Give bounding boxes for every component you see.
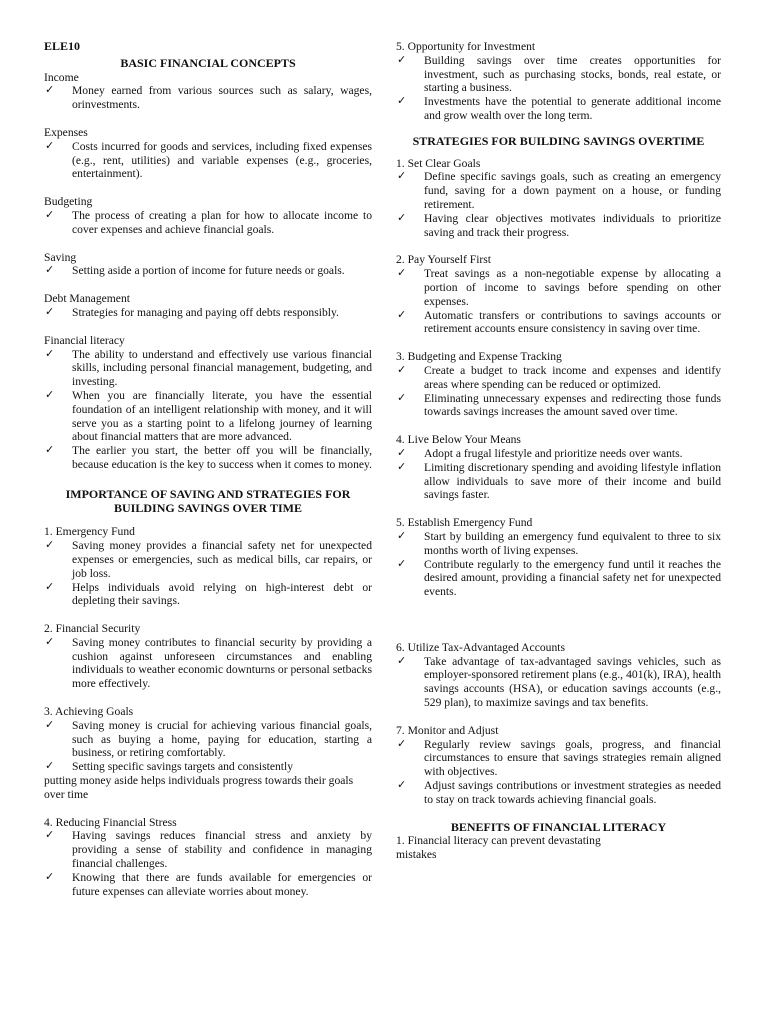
checkmark-icon: ✓: [397, 267, 407, 280]
bullet-item: [396, 95, 721, 123]
concept-term: Expenses: [44, 125, 88, 139]
bullet-text: Having clear objectives motivates individuals to prioritize saving and track their progress.: [424, 211, 721, 239]
checkmark-icon: ✓: [45, 580, 55, 593]
spacer: [396, 419, 721, 433]
bullet-text: When you are financially literate, you have the essential foundation of an intelligent relationship with money, and it will serve you as a starting point to a lifelong journey of learning about financial matters that are more advanced.: [72, 388, 372, 444]
bullet-text: Money earned from various sources such as salary, wages, orinvestments.: [72, 84, 372, 112]
strategies-list: [396, 157, 721, 821]
bullet-list: [44, 140, 372, 181]
bullet-list: [396, 54, 721, 123]
spacer: [44, 472, 372, 488]
bullet-item: [44, 829, 372, 870]
checkmark-icon: ✓: [45, 444, 55, 457]
checkmark-icon: ✓: [397, 95, 407, 108]
bullet-text: Treat savings as a non-negotiable expense by allocating a portion of income to savings before spending on other expenses.: [424, 267, 721, 308]
checkmark-icon: ✓: [397, 779, 407, 792]
spacer: [44, 802, 372, 816]
bullet-text: Setting specific savings targets and consistently: [72, 760, 293, 774]
concept-term: Saving: [44, 250, 77, 264]
checkmark-icon: ✓: [397, 53, 407, 66]
bullet-text: Regularly review savings goals, progress, and financial circumstances to ensure that savings strategies remain aligned with objectives.: [424, 737, 721, 779]
checkmark-icon: ✓: [45, 208, 55, 221]
bullet-list: [396, 530, 721, 599]
right-column: [396, 40, 721, 862]
bullet-item: [44, 760, 372, 774]
checkmark-icon: ✓: [45, 718, 55, 731]
bullet-item: [44, 444, 372, 472]
bullet-item: [396, 267, 721, 308]
importance-heading: IMPORTANCE OF SAVING AND STRATEGIES FOR BUILDING SAVINGS OVER TIME: [65, 486, 351, 515]
bullet-text: Knowing that there are funds available for emergencies or future expenses can alleviate worries about money.: [72, 870, 372, 898]
spacer: [44, 320, 372, 334]
bullet-item: [396, 461, 721, 502]
section-title: 5. Establish Emergency Fund: [396, 516, 533, 530]
bullet-item: [44, 84, 372, 112]
bullet-list: [44, 84, 372, 112]
checkmark-icon: ✓: [397, 391, 407, 404]
spacer: [396, 599, 721, 641]
bullet-list: [396, 447, 721, 502]
bullet-item: [44, 140, 372, 181]
bullet-list: [396, 738, 721, 807]
section-title: 2. Financial Security: [44, 622, 141, 636]
bullet-text: Investments have the potential to generate additional income and grow wealth over the long term.: [424, 95, 721, 122]
bullet-item: [396, 212, 721, 240]
checkmark-icon: ✓: [45, 760, 55, 773]
spacer: [44, 608, 372, 622]
checkmark-icon: ✓: [45, 139, 55, 152]
checkmark-icon: ✓: [45, 264, 55, 277]
bullet-item: [396, 530, 721, 558]
checkmark-icon: ✓: [45, 347, 55, 360]
checkmark-icon: ✓: [397, 363, 407, 376]
bullet-list: [44, 636, 372, 691]
bullet-item: [44, 209, 372, 237]
bullet-item: [396, 309, 721, 337]
checkmark-icon: ✓: [397, 446, 407, 459]
bullet-text: Create a budget to track income and expenses and identify areas where spending can be reduced or optimized.: [424, 363, 721, 391]
bullet-text: Adopt a frugal lifestyle and prioritize needs over wants.: [424, 446, 683, 460]
bullet-list: [396, 170, 721, 239]
checkmark-icon: ✓: [45, 305, 55, 318]
left-column: [44, 40, 372, 898]
section-title: 6. Utilize Tax-Advantaged Accounts: [396, 640, 565, 654]
bullet-text: Take advantage of tax-advantaged savings vehicles, such as employer-sponsored retirement plans (e.g., 401(k), IRA), health savings accounts (HSA), or education savings accounts (e.g., 529 plan), to maximize savings and tax benefits.: [424, 654, 721, 710]
spacer: [44, 691, 372, 705]
bullet-item: [44, 539, 372, 580]
spacer: [44, 515, 372, 525]
bullet-text: Setting aside a portion of income for future needs or goals.: [72, 264, 345, 278]
bullet-text: Contribute regularly to the emergency fund until it reaches the desired amount, providing a financial safety net for unexpected events.: [424, 557, 721, 599]
bullet-text: Start by building an emergency fund equivalent to three to six months worth of living expenses.: [424, 529, 721, 557]
checkmark-icon: ✓: [45, 388, 55, 401]
bullet-list: [44, 264, 372, 278]
bullet-text: Saving money contributes to financial security by providing a cushion against unforeseen circumstances and enabling individuals to weather economic downturns or personal setbacks more effectively.: [72, 635, 372, 691]
spacer: [44, 181, 372, 195]
bullet-item: [396, 779, 721, 807]
bullet-item: [44, 636, 372, 691]
spacer: [396, 239, 721, 253]
bullet-item: [396, 558, 721, 599]
section-title: 4. Reducing Financial Stress: [44, 815, 177, 829]
checkmark-icon: ✓: [397, 654, 407, 667]
concept-term: Financial literacy: [44, 333, 125, 347]
bullet-text: The process of creating a plan for how to allocate income to cover expenses and achieve financial goals.: [72, 208, 372, 236]
bullet-list: [396, 655, 721, 710]
benefits-heading: BENEFITS OF FINANCIAL LITERACY: [450, 819, 667, 834]
concept-term: Income: [44, 70, 79, 84]
bullet-item: [396, 738, 721, 779]
concept-term: Budgeting: [44, 195, 93, 209]
bullet-text: The ability to understand and effectively use various financial skills, including personal financial management, budgeting, and investing.: [72, 347, 372, 389]
spacer: [396, 710, 721, 724]
bullet-text: Adjust savings contributions or investment strategies as needed to stay on track towards achieving financial goals.: [424, 779, 721, 806]
spacer: [44, 237, 372, 251]
importance-list: [44, 525, 372, 898]
bullet-list: [44, 539, 372, 608]
strategies-heading: STRATEGIES FOR BUILDING SAVINGS OVERTIME: [412, 133, 705, 148]
bullet-text: Saving money provides a financial safety net for unexpected expenses or emergencies, such as medical bills, car repairs, or job loss.: [72, 539, 372, 580]
basic-concepts-heading: BASIC FINANCIAL CONCEPTS: [120, 55, 296, 70]
checkmark-icon: ✓: [397, 737, 407, 750]
checkmark-icon: ✓: [45, 635, 55, 648]
checkmark-icon: ✓: [45, 84, 55, 97]
section-title: 3. Budgeting and Expense Tracking: [396, 350, 562, 364]
bullet-item: [44, 389, 372, 444]
course-code: ELE10: [44, 39, 81, 53]
section-title: 7. Monitor and Adjust: [396, 723, 499, 737]
bullet-item: [396, 655, 721, 710]
section-title: 3. Achieving Goals: [44, 705, 134, 719]
bullet-item: [44, 719, 372, 760]
bullet-list: [44, 719, 372, 774]
bullet-item: [396, 54, 721, 95]
checkmark-icon: ✓: [397, 460, 407, 473]
spacer: [44, 112, 372, 126]
concept-term: Debt Management: [44, 292, 130, 306]
bullet-item: [396, 364, 721, 392]
checkmark-icon: ✓: [45, 870, 55, 883]
section-title: 2. Pay Yourself First: [396, 253, 492, 267]
bullet-text: Limiting discretionary spending and avoiding lifestyle inflation allow individuals to save more of their income and build savings faster.: [424, 460, 721, 502]
bullet-list: [396, 364, 721, 419]
checkmark-icon: ✓: [45, 539, 55, 552]
bullet-item: [396, 447, 721, 461]
bullet-item: [44, 264, 372, 278]
continuation-text: putting money aside helps individuals progress towards their goals over time: [44, 774, 354, 801]
checkmark-icon: ✓: [397, 529, 407, 542]
bullet-text: Costs incurred for goods and services, including fixed expenses (e.g., rent, utilities) and variable expenses (e.g., groceries, entertainment).: [72, 139, 372, 181]
bullet-item: [44, 871, 372, 899]
section-title: 4. Live Below Your Means: [396, 433, 521, 447]
section-title: 5. Opportunity for Investment: [396, 40, 536, 53]
bullet-text: Having savings reduces financial stress and anxiety by providing a sense of stability and confidence in managing financial challenges.: [72, 829, 372, 871]
bullet-text: Saving money is crucial for achieving various financial goals, such as buying a home, paying for education, starting a business, or retiring comfortably.: [72, 718, 372, 760]
bullet-item: [396, 170, 721, 211]
spacer: [396, 336, 721, 350]
spacer: [396, 502, 721, 516]
checkmark-icon: ✓: [397, 170, 407, 183]
bullet-text: Strategies for managing and paying off debts responsibly.: [72, 305, 339, 319]
section-title: 1. Emergency Fund: [44, 525, 135, 539]
bullet-list: [44, 209, 372, 237]
bullet-list: [44, 829, 372, 898]
bullet-item: [44, 306, 372, 320]
spacer: [396, 123, 721, 135]
bullet-text: The earlier you start, the better off you will be financially, because education is the key to success when it comes to money.: [72, 444, 372, 471]
bullet-text: Helps individuals avoid relying on high-interest debt or depleting their savings.: [72, 580, 372, 608]
checkmark-icon: ✓: [397, 308, 407, 321]
checkmark-icon: ✓: [45, 829, 55, 842]
bullet-text: Building savings over time creates opportunities for investment, such as purchasing stocks, bonds, real estate, or starting a business.: [424, 53, 721, 95]
bullet-list: [44, 306, 372, 320]
spacer: [396, 807, 721, 821]
checkmark-icon: ✓: [397, 557, 407, 570]
bullet-text: Automatic transfers or contributions to savings accounts or retirement accounts ensure consistency in saving over time.: [424, 308, 721, 336]
spacer: [396, 149, 721, 157]
opportunity-section: [396, 40, 721, 123]
bullet-item: [44, 348, 372, 389]
spacer: [44, 278, 372, 292]
bullet-list: [396, 267, 721, 336]
bullet-text: Eliminating unnecessary expenses and redirecting those funds towards savings increases the amount saved over time.: [424, 391, 721, 419]
checkmark-icon: ✓: [397, 211, 407, 224]
benefit-item: 1. Financial literacy can prevent devastating mistakes: [396, 834, 601, 862]
section-title: 1. Set Clear Goals: [396, 156, 481, 170]
concepts-list: [44, 71, 372, 488]
bullet-text: Define specific savings goals, such as creating an emergency fund, saving for a down payment on a house, or funding retirement.: [424, 170, 721, 211]
bullet-item: [396, 392, 721, 420]
bullet-list: [44, 348, 372, 472]
bullet-item: [44, 581, 372, 609]
